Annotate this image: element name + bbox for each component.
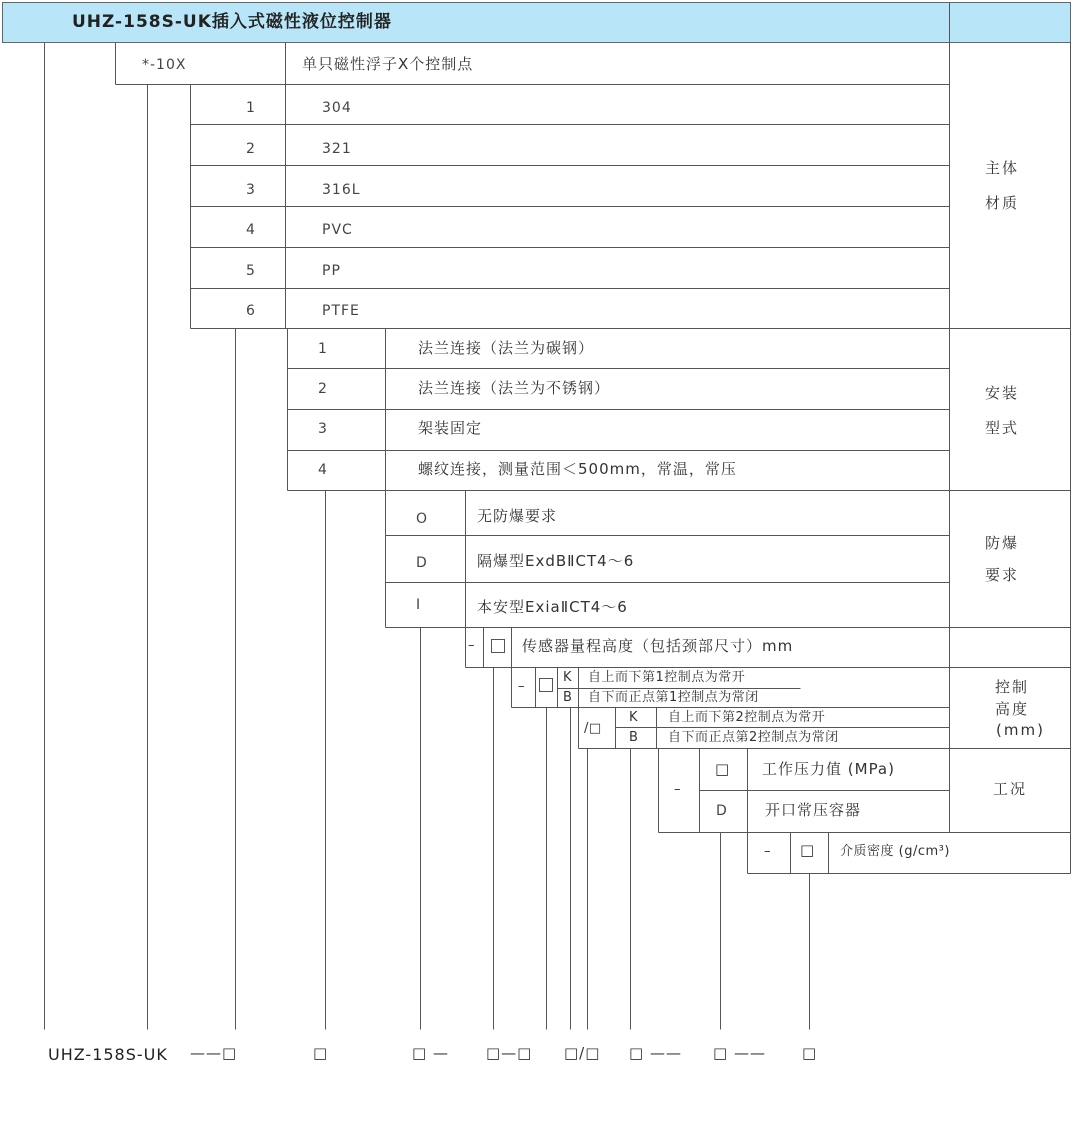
material-desc-4: PVC	[322, 222, 353, 238]
density-desc: 介质密度 (g/cm³)	[840, 844, 950, 859]
material-code-3: 3	[246, 182, 256, 198]
material-code-2: 2	[246, 141, 256, 157]
material-desc-1: 304	[322, 100, 352, 116]
model-part-7: □ ——	[713, 1044, 766, 1062]
mounting-desc-2: 法兰连接（法兰为不锈钢）	[418, 379, 611, 397]
floats-code: *-10X	[142, 57, 187, 73]
range-desc: 传感器量程高度（包括颈部尺寸）mm	[522, 637, 794, 655]
mounting-code-1: 1	[318, 341, 328, 357]
mounting-code-3: 3	[318, 421, 328, 437]
mounting-desc-4: 螺纹连接，测量范围＜500mm，常温，常压	[418, 460, 737, 478]
category-control-3: (mm)	[996, 721, 1045, 739]
range-dash: –	[468, 638, 475, 653]
category-material-1: 主体	[985, 159, 1020, 177]
category-condition: 工况	[993, 780, 1028, 798]
point2-code-k: K	[629, 710, 639, 725]
condition-code-2: D	[716, 803, 728, 819]
category-mounting-2: 型式	[985, 419, 1020, 437]
category-explosion-2: 要求	[985, 566, 1020, 584]
model-part-1: ——□	[190, 1044, 238, 1062]
model-string-prefix: UHZ-158S-UK	[48, 1045, 168, 1064]
model-part-6: □ ——	[629, 1044, 682, 1062]
explosion-desc-1: 无防爆要求	[477, 507, 558, 525]
point2-code-b: B	[629, 730, 639, 745]
condition-desc-1: 工作压力值 (MPa)	[762, 760, 895, 778]
density-dash: –	[764, 844, 771, 859]
header-title: UHZ-158S-UK插入式磁性液位控制器	[72, 12, 392, 32]
condition-desc-2: 开口常压容器	[765, 801, 862, 819]
material-code-6: 6	[246, 303, 256, 319]
condition-dash: –	[674, 782, 681, 797]
material-desc-6: PTFE	[322, 303, 360, 319]
material-desc-3: 316L	[322, 182, 361, 198]
point1-dash: –	[518, 679, 525, 694]
model-part-2: □	[313, 1044, 329, 1062]
mounting-desc-1: 法兰连接（法兰为碳钢）	[418, 339, 595, 357]
material-code-4: 4	[246, 222, 256, 238]
mounting-code-2: 2	[318, 381, 328, 397]
model-part-5: □/□	[564, 1044, 601, 1062]
point1-code-k: K	[563, 670, 573, 685]
material-code-5: 5	[246, 263, 256, 279]
category-mounting-1: 安装	[985, 384, 1020, 402]
point2-desc-k: 自上而下第2控制点为常开	[668, 710, 826, 725]
category-control-2: 高度	[995, 700, 1030, 718]
point1-code-b: B	[563, 690, 573, 705]
mounting-code-4: 4	[318, 462, 328, 478]
explosion-code-2: D	[416, 555, 428, 571]
explosion-code-3: I	[416, 597, 422, 613]
explosion-code-1: O	[416, 511, 429, 527]
model-part-4: □—□	[486, 1044, 533, 1062]
explosion-desc-2: 隔爆型ExdBⅡCT4～6	[477, 552, 635, 570]
mounting-desc-3: 架装固定	[418, 419, 483, 437]
point1-desc-k: 自上而下第1控制点为常开	[588, 670, 746, 685]
material-code-1: 1	[246, 100, 256, 116]
material-desc-5: PP	[322, 263, 341, 279]
model-part-8: □	[802, 1044, 818, 1062]
category-control-1: 控制	[995, 678, 1030, 696]
floats-desc: 单只磁性浮子X个控制点	[302, 55, 474, 73]
material-desc-2: 321	[322, 141, 352, 157]
point2-desc-b: 自下而正点第2控制点为常闭	[668, 730, 839, 745]
point2-prefix: /□	[584, 721, 602, 736]
condition-code-1: □	[715, 760, 731, 778]
density-box: □	[800, 841, 816, 859]
category-explosion-1: 防爆	[985, 534, 1020, 552]
category-material-2: 材质	[985, 194, 1020, 212]
model-part-3: □ —	[412, 1044, 449, 1062]
point1-desc-b: 自下而正点第1控制点为常闭	[588, 690, 759, 705]
explosion-desc-3: 本安型ExiaⅡCT4～6	[477, 598, 628, 616]
